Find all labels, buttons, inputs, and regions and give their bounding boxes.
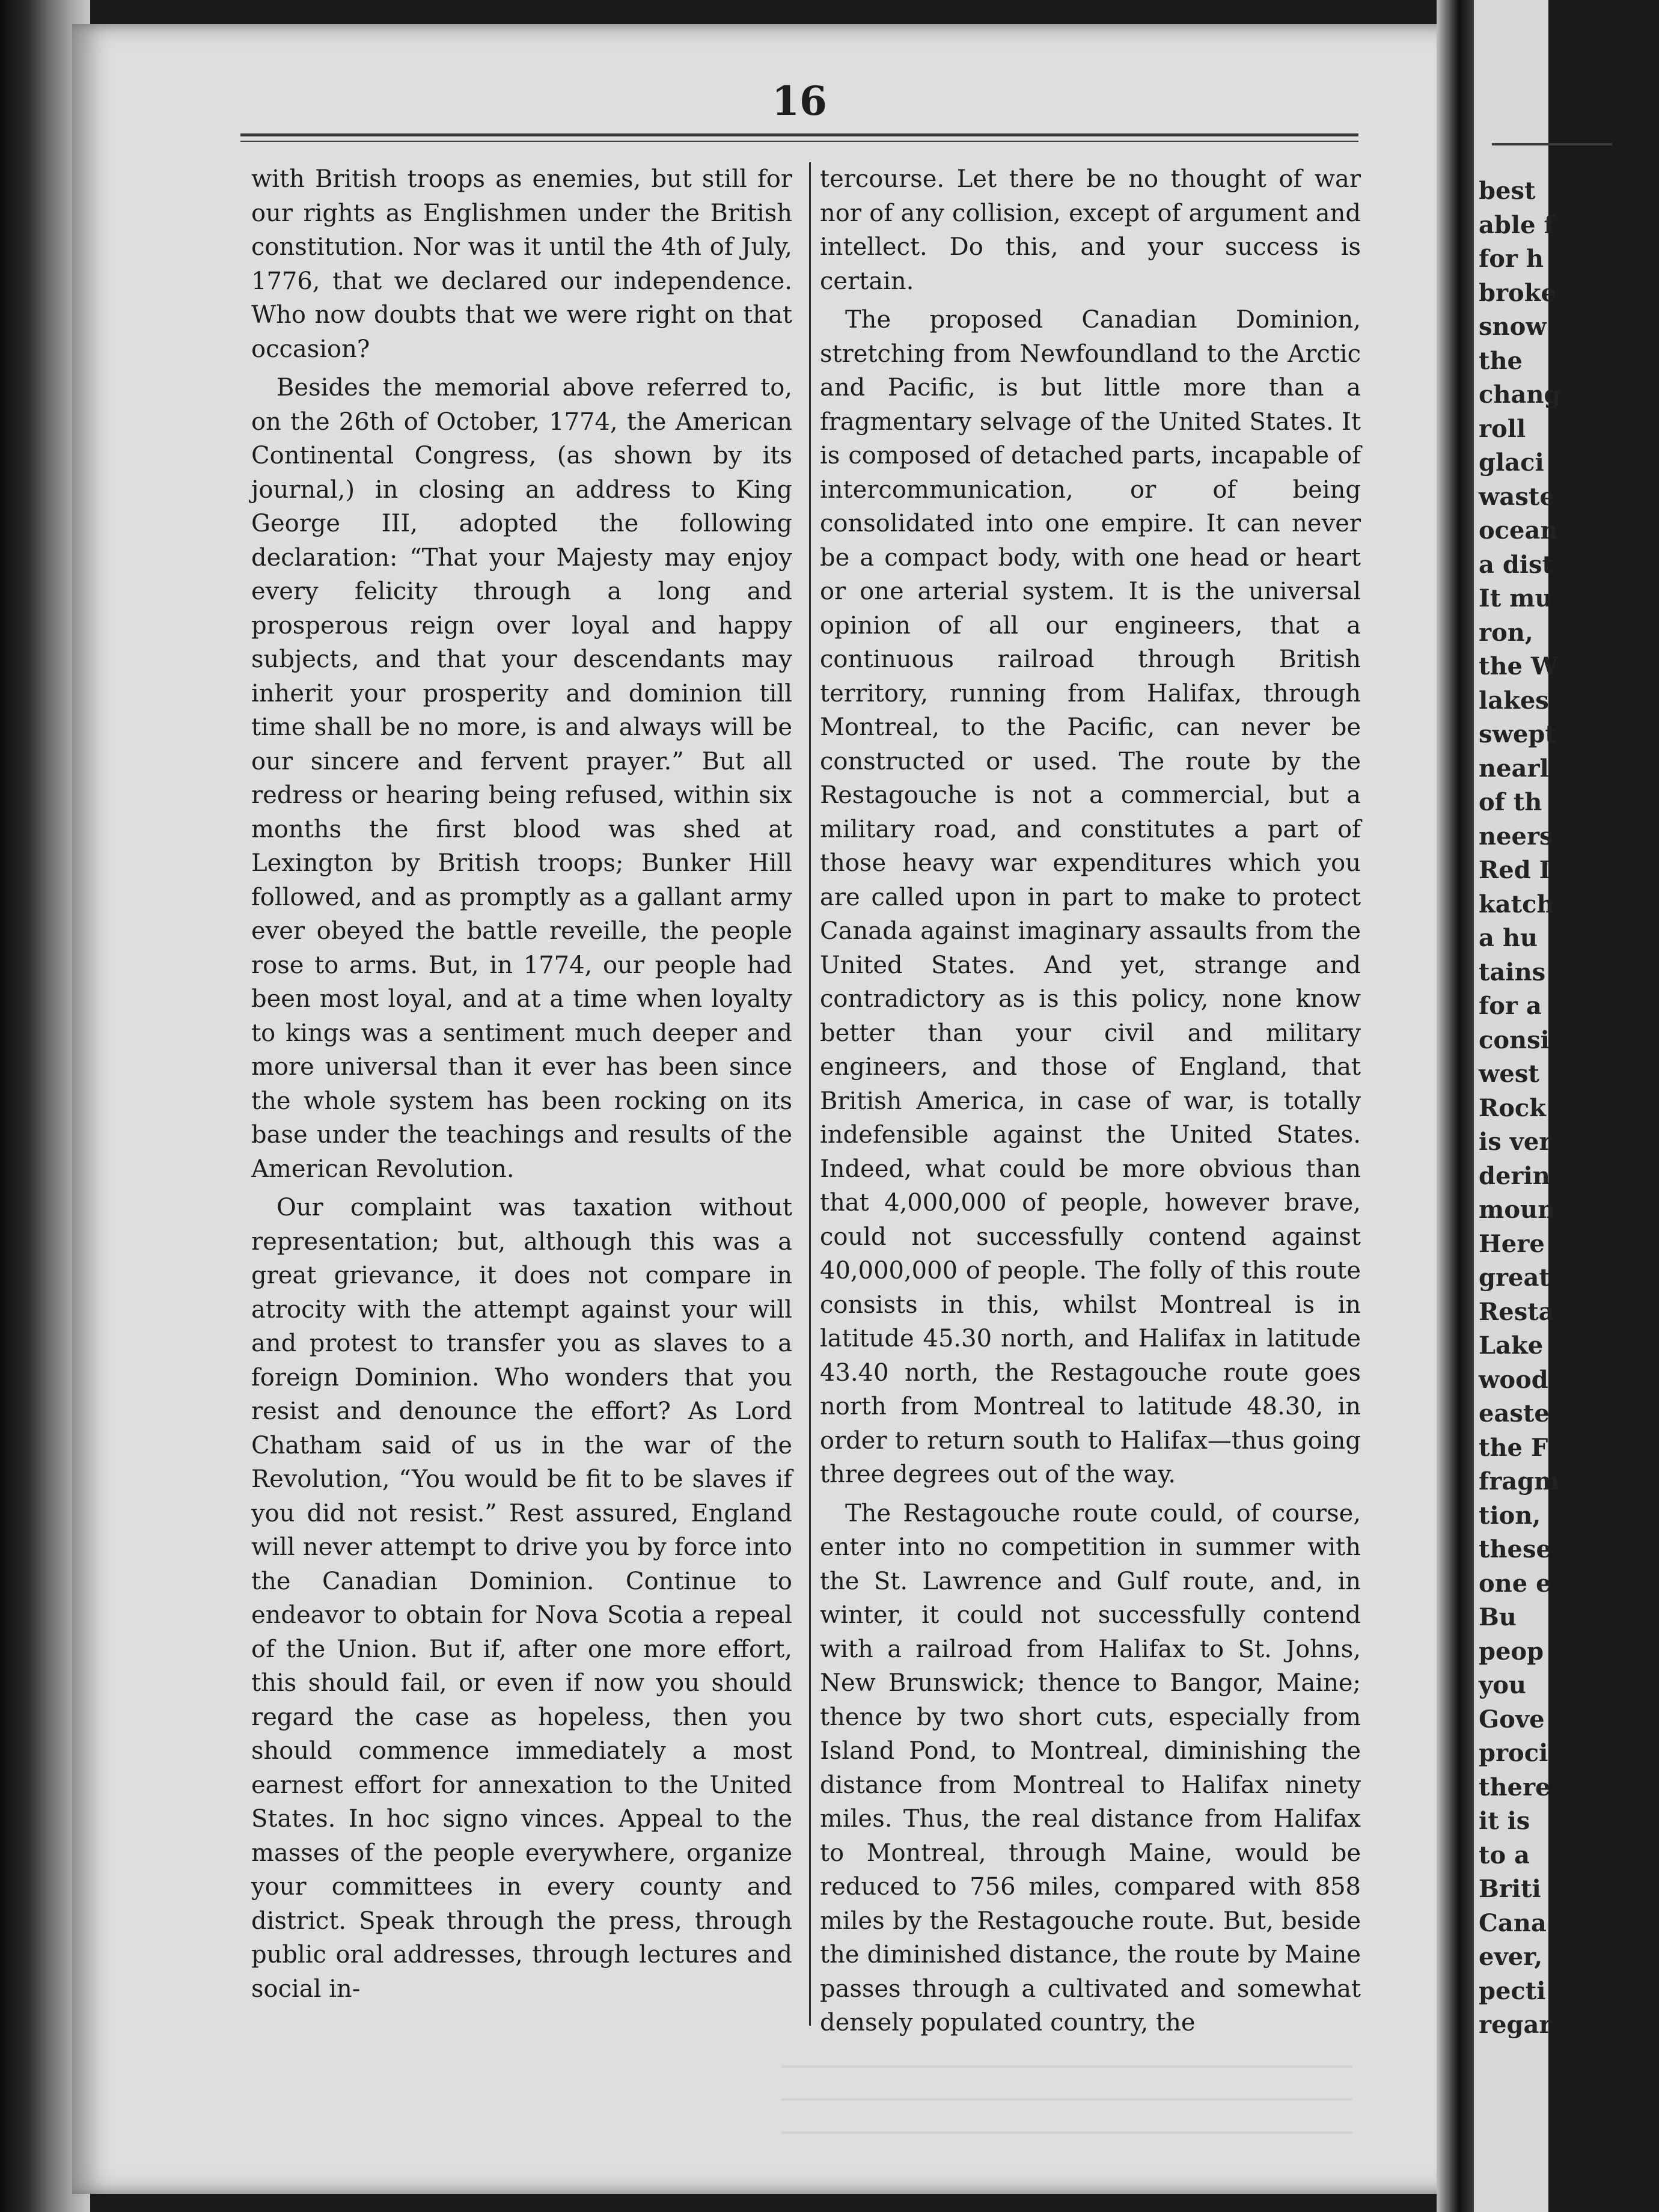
adjacent-page-fragment: easte bbox=[1479, 1399, 1550, 1428]
bleed-through-text bbox=[781, 2062, 1352, 2134]
adjacent-page-fragment: ron, bbox=[1479, 618, 1533, 647]
adjacent-page-fragment: tains bbox=[1479, 958, 1546, 986]
adjacent-page-fragment: Lake bbox=[1479, 1331, 1544, 1360]
adjacent-page-fragment: it is bbox=[1479, 1807, 1530, 1835]
adjacent-page-fragment: regar bbox=[1479, 2011, 1552, 2039]
adjacent-page-fragment: proci bbox=[1479, 1739, 1548, 1767]
adjacent-page-fragment: derin bbox=[1479, 1161, 1550, 1190]
header-rule-thin bbox=[240, 141, 1358, 142]
header-rule-thick bbox=[240, 133, 1358, 136]
adjacent-page-fragment: the bbox=[1479, 346, 1523, 375]
adjacent-page-fragment: Here bbox=[1479, 1229, 1545, 1258]
paragraph: Besides the memorial above referred to, on the 26th of October, 1774, the American Continental Congress, (as shown by its journal,) in closing an address to King George III, adopted the following declaration: “That your Majesty may enjoy every felicity through a long and prosperous reign over loyal and happy subjects, and that your descendants may inherit your prosperity and dominion till time shall be no more, is and always will be our sincere and fervent prayer.” But all redress or hearing being refused, within six months the first blood was shed at Lexington by British troops; Bunker Hill followed, and as promptly as a gallant army ever obeyed the battle reveille, the people rose to arms. But, in 1774, our people had been most loyal, and at a time when loyalty to kings was a sentiment much deeper and more universal than it ever has been since the whole system has been rocking on its base under the teachings and results of the American Revolution. bbox=[251, 374, 792, 1183]
adjacent-page-fragment: wood bbox=[1479, 1365, 1548, 1394]
adjacent-page-fragment: Rock bbox=[1479, 1093, 1546, 1122]
paragraph: The Restagouche route could, of course, enter into no competition in summer with the St. Lawrence and Gulf route, and, in winter, it could not successfully contend with a railroad from Halifax to St. Johns, New Brunswick; thence to Bangor, Maine; thence by two short cuts, especially from Island Pond, to Montreal, diminishing the distance from Montreal to Halifax ninety miles. Thus, the real distance from Halifax to Montreal, through Maine, would be reduced to 756 miles, compared with 858 miles by the Restagouche route. But, beside the diminished distance, the route by Maine passes through a cultivated and somewhat densely populated country, the bbox=[820, 1499, 1361, 2036]
adjacent-page-fragment: one e bbox=[1479, 1569, 1551, 1598]
paragraph: with British troops as enemies, but still for our rights as Englishmen under the British constitution. Nor was it until the 4th of July, 1776, that we declared our independence. Who now doubts that we were right on that occasion? bbox=[251, 165, 792, 363]
adjacent-page-fragment: the F bbox=[1479, 1433, 1548, 1462]
adjacent-page-fragment: for a bbox=[1479, 992, 1542, 1020]
adjacent-page-fragment: ever, bbox=[1479, 1943, 1543, 1971]
adjacent-page-fragment: of th bbox=[1479, 788, 1542, 816]
adjacent-page-fragment: fragm bbox=[1479, 1467, 1560, 1496]
adjacent-page-fragment: Red I bbox=[1479, 856, 1551, 884]
adjacent-page-fragment: broke bbox=[1479, 278, 1556, 307]
adjacent-page-fragment: a hu bbox=[1479, 924, 1538, 952]
paragraph: tercourse. Let there be no thought of war nor of any collision, except of argument and intellect. Do this, and your success is certain. bbox=[820, 165, 1361, 295]
adjacent-page-fragment: great bbox=[1479, 1263, 1550, 1292]
adjacent-page-fragment: Gove bbox=[1479, 1705, 1545, 1734]
adjacent-page-fragment: snow bbox=[1479, 313, 1547, 341]
adjacent-page-fragment: for h bbox=[1479, 245, 1544, 273]
adjacent-page-fragment: is ver bbox=[1479, 1128, 1552, 1156]
adjacent-page-fragment: It mu bbox=[1479, 584, 1553, 613]
page-gutter bbox=[1437, 0, 1474, 2212]
adjacent-page-fragment: able f bbox=[1479, 210, 1554, 239]
adjacent-page-fragment: peop bbox=[1479, 1637, 1544, 1666]
adjacent-page-fragment: chang bbox=[1479, 380, 1561, 409]
adjacent-page-fragment: Resta bbox=[1479, 1297, 1554, 1326]
adjacent-page-fragment: the W bbox=[1479, 652, 1558, 680]
adjacent-page-fragment: consi bbox=[1479, 1025, 1550, 1054]
left-column bbox=[251, 162, 792, 2006]
adjacent-page-fragment: you bbox=[1479, 1671, 1527, 1699]
adjacent-page-fragment: waste bbox=[1479, 482, 1555, 511]
adjacent-page-fragment: ocean bbox=[1479, 516, 1558, 545]
adjacent-page-fragment: Bu bbox=[1479, 1603, 1517, 1631]
column-divider bbox=[809, 162, 811, 2026]
adjacent-page-fragment: a dist bbox=[1479, 550, 1554, 579]
right-column bbox=[820, 162, 1361, 2040]
adjacent-page-fragment: these bbox=[1479, 1535, 1551, 1563]
adjacent-page-fragment: Briti bbox=[1479, 1875, 1541, 1903]
adjacent-page-fragment: glaci bbox=[1479, 448, 1544, 477]
adjacent-page-fragment: moun bbox=[1479, 1196, 1556, 1224]
paragraph: The proposed Canadian Dominion, stretching from Newfoundland to the Arctic and Pacific, is but little more than a fragmentary selvage of the United States. It is composed of detached parts, incapable of intercommunication, or of being consolidated into one empire. It can never be a compact body, with one head or heart or one arterial system. It is the universal opinion of all our engineers, that a continuous railroad through British territory, running from Halifax, through Montreal, to the Pacific, can never be constructed or used. The route by the Restagouche is not a commercial, but a military road, and constitutes a part of those heavy war expenditures which you are called upon in part to make to protect Canada against imaginary assaults from the United States. And yet, strange and contradictory as is this policy, none know better than your civil and military engineers, and those of England, that British America, in case of war, is totally indefensible against the United States. Indeed, what could be more obvious than that 4,000,000 of people, however brave, could not successfully contend against 40,000,000 of people. The folly of this route consists in this, whilst Montreal is in latitude 45.30 north, and Halifax in latitude 43.40 north, the Restagouche route goes north from Montreal to latitude 48.30, in order to return south to Halifax—thus going three degrees out of the way. bbox=[820, 306, 1361, 1488]
adjacent-page-fragment: tion, bbox=[1479, 1501, 1541, 1530]
adjacent-page-fragment: pecti bbox=[1479, 1976, 1546, 2005]
adjacent-page-fragment: roll bbox=[1479, 414, 1526, 443]
adjacent-page-fragment: neers bbox=[1479, 822, 1553, 851]
adjacent-page-fragment: best bbox=[1479, 177, 1536, 205]
paragraph: Our complaint was taxation without representation; but, although this was a great grievance, it does not compare in atrocity with the attempt against your will and protest to transfer you as slaves to a foreign Dominion. Who wonders that you resist and denounce the effort? As Lord Chatham said of us in the war of the Revolution, “You would be fit to be slaves if you did not resist.” Rest assured, England will never attempt to drive you by force into the Canadian Dominion. Continue to endeavor to obtain for Nova Scotia a repeal of the Union. But if, after one more effort, this should fail, or even if now you should regard the case as hopeless, then you should commence immediately a most earnest effort for annexation to the United States. In hoc signo vinces. Appeal to the masses of the people everywhere, organize your committees in every county and district. Speak through the press, through public oral addresses, through lectures and social in- bbox=[251, 1194, 792, 2003]
adjacent-page-fragment: west bbox=[1479, 1060, 1539, 1088]
adjacent-page-fragment: swept bbox=[1479, 720, 1556, 748]
adjacent-page-rule bbox=[1492, 143, 1612, 145]
adjacent-page-fragment: to a bbox=[1479, 1841, 1530, 1869]
adjacent-page-fragment: lakes bbox=[1479, 686, 1549, 715]
adjacent-page-fragment: nearl bbox=[1479, 754, 1549, 783]
adjacent-page-text bbox=[1479, 174, 1659, 2042]
adjacent-page-fragment: Cana bbox=[1479, 1908, 1547, 1937]
adjacent-page-fragment: there bbox=[1479, 1773, 1551, 1801]
adjacent-page-fragment: katch bbox=[1479, 890, 1554, 918]
page-number: 16 bbox=[772, 78, 827, 124]
adjacent-page bbox=[1474, 0, 1561, 2212]
